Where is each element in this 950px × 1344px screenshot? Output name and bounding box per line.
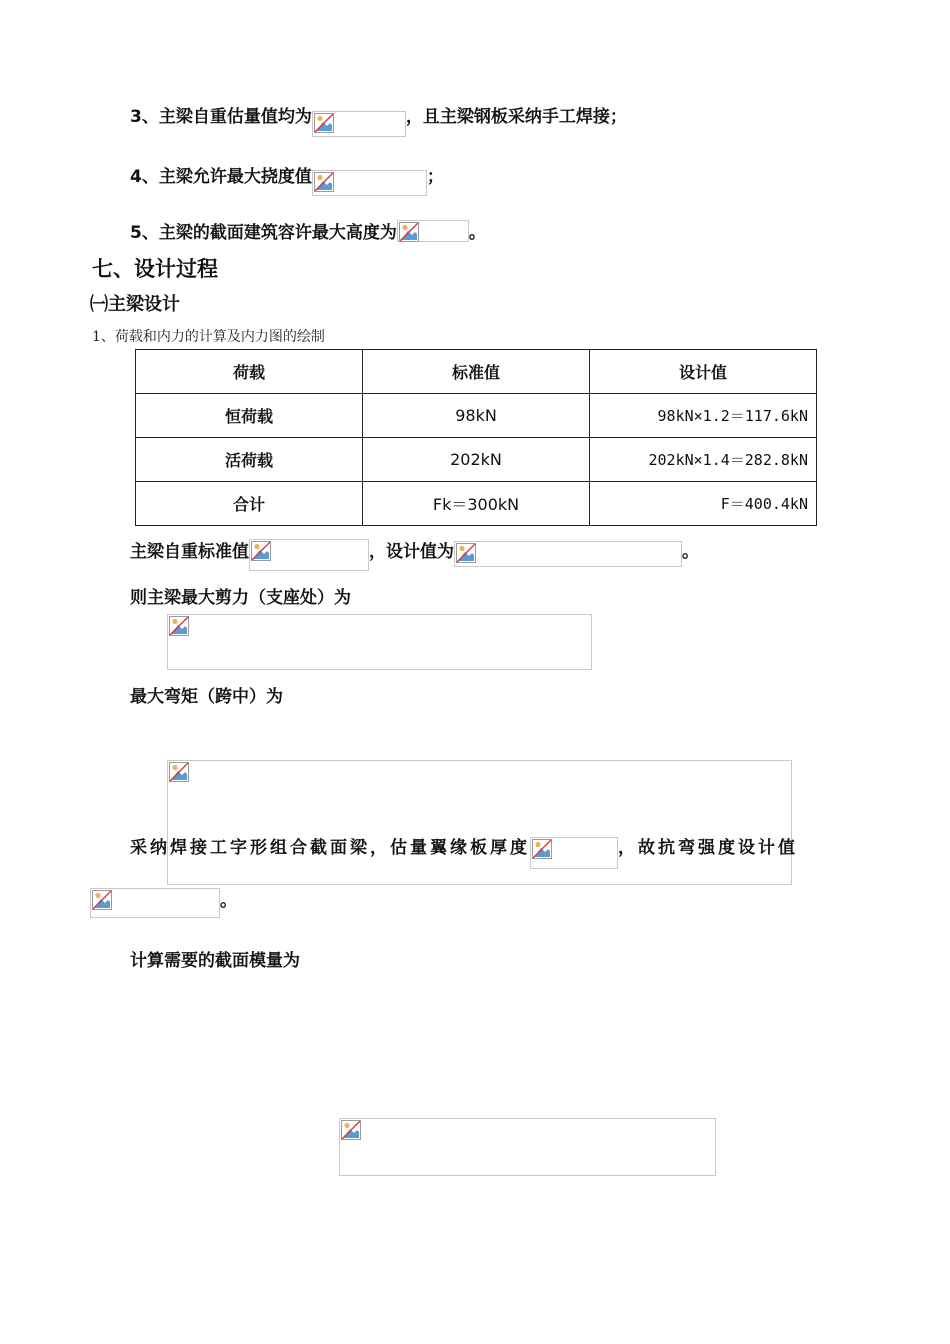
subsection-title: ㈠主梁设计 (90, 294, 180, 315)
flange-thickness-image (530, 837, 618, 869)
self-weight-line (130, 537, 699, 571)
header-standard: 标准值 (363, 350, 590, 394)
table-row (136, 482, 817, 526)
table-row (136, 438, 817, 482)
max-deflection-image (312, 170, 427, 196)
shear-label-text: 则主梁最大剪力（支座处）为 (130, 588, 351, 608)
self-weight-mid: ，设计值为 (369, 542, 454, 562)
row-name: 活荷载 (136, 438, 363, 482)
flange-suffix: 。 (220, 891, 237, 911)
broken-image-icon (532, 839, 552, 859)
item4-prefix: 4、主梁允许最大挠度值 (130, 167, 312, 187)
self-weight-standard-image (249, 539, 369, 571)
modulus-label-text: 计算需要的截面模量为 (130, 951, 300, 971)
item3-suffix: ，且主梁钢板采纳手工焊接； (405, 107, 627, 127)
max-height-image (397, 220, 469, 242)
section-title: 七、设计过程 (92, 257, 218, 281)
flange-line-2 (90, 886, 237, 918)
row-standard: 202kN (363, 438, 590, 482)
broken-image-icon (169, 762, 189, 782)
header-load: 荷载 (136, 350, 363, 394)
broken-image-icon (456, 543, 476, 563)
self-weight-prefix: 主梁自重标准值 (130, 542, 249, 562)
flange-line (130, 833, 798, 869)
bending-strength-image (90, 888, 220, 918)
max-shear-formula-image (167, 614, 592, 670)
row-design: 202kN×1.4＝282.8kN (590, 438, 817, 482)
row-design: 98kN×1.2＝117.6kN (590, 394, 817, 438)
requirement-item-3 (130, 102, 627, 137)
item5-suffix: 。 (468, 223, 486, 243)
table-row (136, 394, 817, 438)
row-standard: 98kN (363, 394, 590, 438)
broken-image-icon (399, 222, 419, 242)
header-design: 设计值 (590, 350, 817, 394)
item5-prefix: 5、主梁的截面建筑容许最大高度为 (130, 223, 397, 243)
row-standard: Fk＝300kN (363, 482, 590, 526)
broken-image-icon (169, 616, 189, 636)
flange-mid: ，故抗弯强度设计值 (618, 838, 798, 858)
requirement-item-4 (130, 162, 444, 196)
item3-prefix: 3、主梁自重估量值均为 (130, 107, 312, 127)
load-table (135, 349, 817, 526)
step-1-title: 1、荷载和内力的计算及内力图的绘制 (92, 329, 325, 345)
broken-image-icon (92, 890, 112, 910)
moment-label-text: 最大弯矩（跨中）为 (130, 687, 283, 707)
flange-prefix: 采纳焊接工字形组合截面梁，估量翼缘板厚度 (130, 838, 530, 858)
row-name: 合计 (136, 482, 363, 526)
broken-image-icon (314, 172, 334, 192)
section-modulus-label (130, 946, 300, 971)
max-moment-label (130, 682, 283, 707)
row-design: F＝400.4kN (590, 482, 817, 526)
table-header-row (136, 350, 817, 394)
broken-image-icon (314, 113, 334, 133)
broken-image-icon (341, 1120, 361, 1140)
self-weight-suffix: 。 (682, 542, 699, 562)
section-modulus-formula-image (339, 1118, 716, 1176)
row-name: 恒荷载 (136, 394, 363, 438)
self-weight-design-image (454, 541, 682, 567)
item4-suffix: ； (426, 167, 444, 187)
broken-image-icon (251, 541, 271, 561)
self-weight-estimate-image (312, 111, 406, 137)
max-shear-label (130, 583, 351, 608)
requirement-item-5 (130, 218, 486, 243)
